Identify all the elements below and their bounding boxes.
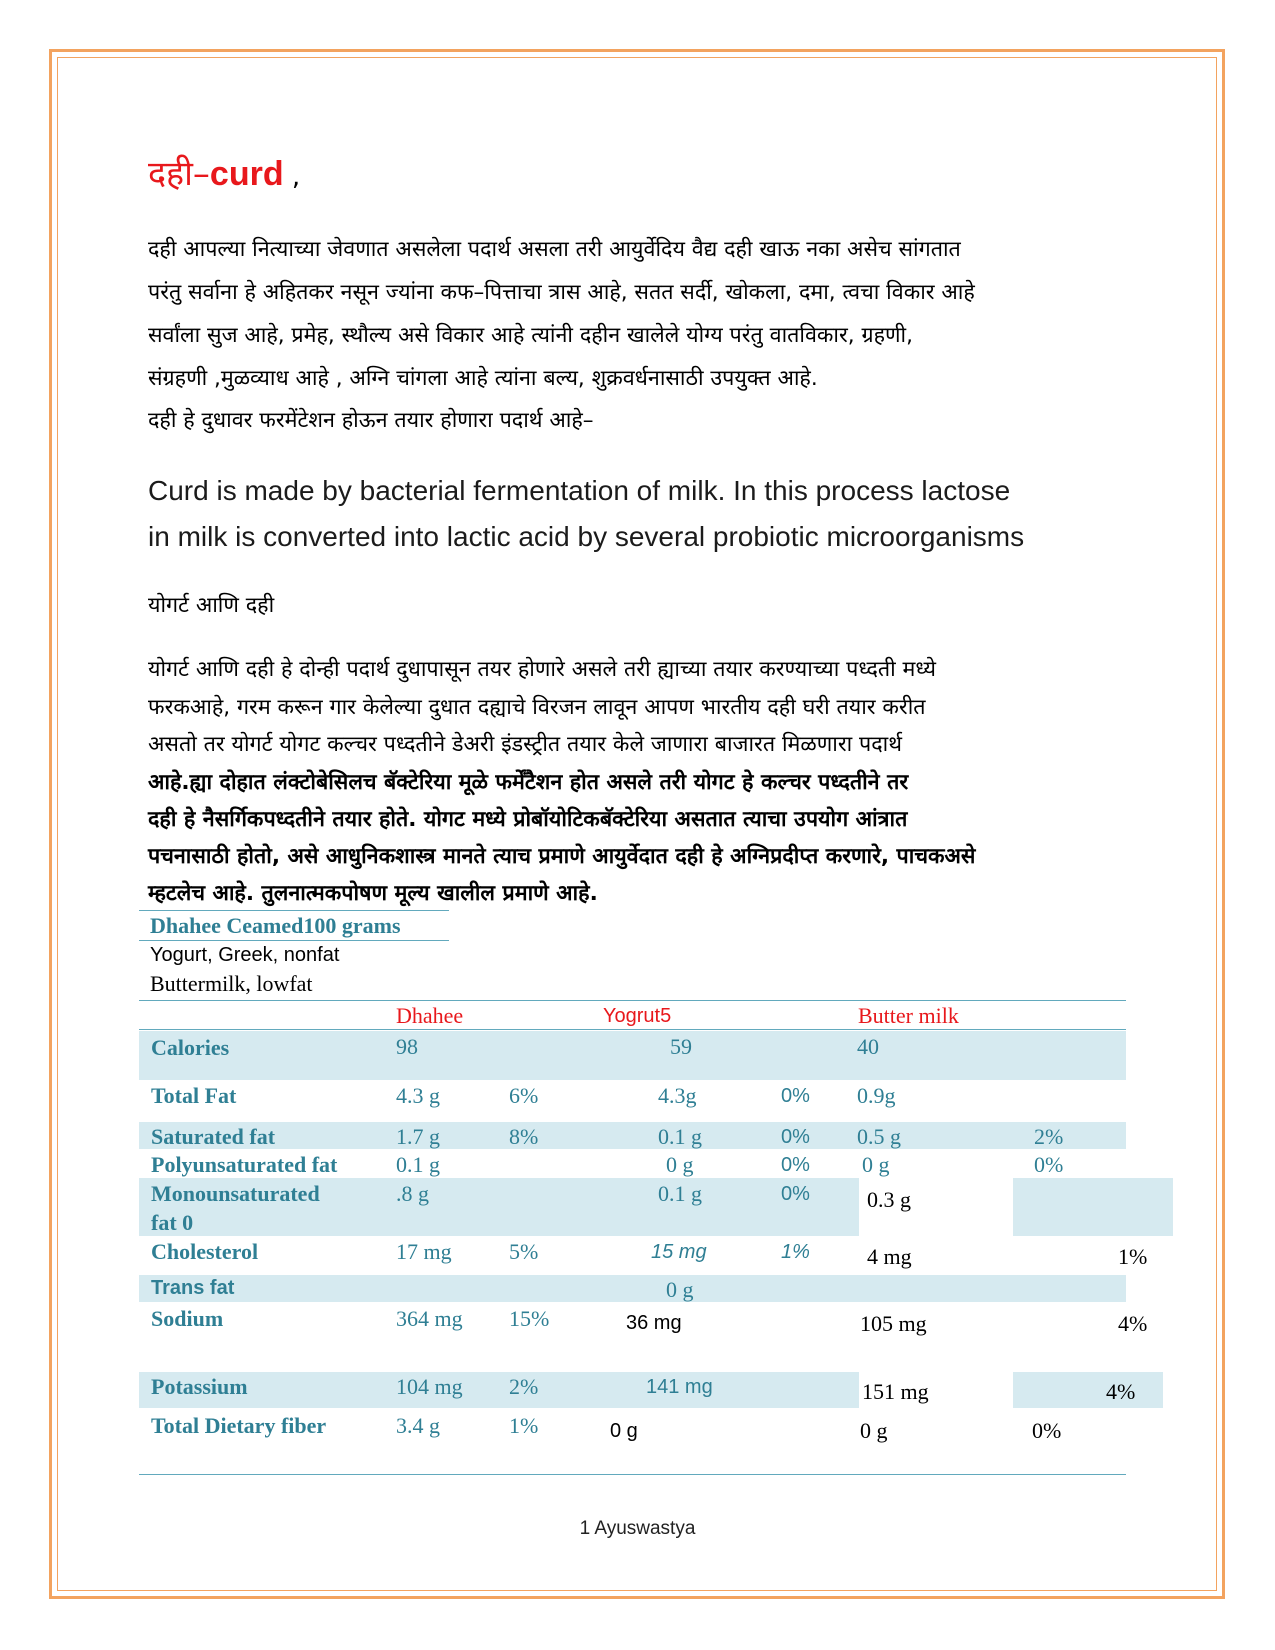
para-bold-line-3: पचनासाठी होतो, असे आधुनिकशास्त्र मानते त्याच प्रमाणे आयुर्वेदात दही हे अग्निप्रदीप्त करणारे, पाचकअसे (148, 844, 976, 869)
poly-fat-buttermilk-pct: 0% (1034, 1152, 1064, 1177)
para-line-3: असतो तर योगर्ट योगट कल्चर पध्दतीने डेअरी इंडस्ट्रीत तयार केले जाणारा बाजारत मिळणारा पदार्थ (148, 732, 902, 757)
total-fat-yogurt: 4.3g (658, 1083, 697, 1108)
row-band-saturated (139, 1122, 1126, 1149)
row-label-mono-fat-2: fat 0 (151, 1210, 194, 1235)
potassium-buttermilk: 151 mg (862, 1379, 929, 1404)
subheading: योगर्ट आणि दही (148, 593, 275, 618)
intro-line-4: संग्रहणी ,मुळव्याध आहे , अग्नि चांगला आहे त्यांना बल्य, शुक्रवर्धनासाठी उपयुक्त आहे. (148, 366, 818, 391)
poly-fat-yogurt: 0 g (666, 1152, 694, 1177)
table-caption: Dhahee Ceamed100 grams (150, 913, 401, 938)
cholesterol-dhahee: 17 mg (396, 1239, 452, 1264)
saturated-fat-buttermilk-pct: 2% (1034, 1124, 1064, 1149)
english-line-2: in milk is converted into lactic acid by several probiotic microorganisms (148, 521, 1025, 552)
sodium-yogurt: 36 mg (626, 1312, 682, 1334)
fiber-dhahee-pct: 1% (509, 1413, 539, 1438)
para-line-1: योगर्ट आणि दही हे दोन्ही पदार्थ दुधापासून तयर होणारे असले तरी ह्याच्या तयार करण्याच्या पध्दती मध्ये (148, 657, 936, 682)
table-sub-1: Yogurt, Greek, nonfat (150, 944, 340, 966)
calories-yogurt: 59 (670, 1034, 692, 1059)
mono-fat-yogurt: 0.1 g (658, 1181, 702, 1206)
row-label-poly-fat: Polyunsaturated fat (151, 1152, 338, 1177)
calories-dhahee: 98 (396, 1034, 418, 1059)
col-header-yogurt: Yogrut5 (603, 1005, 672, 1027)
row-label-saturated-fat: Saturated fat (151, 1124, 276, 1149)
intro-line-3: सर्वांला सुज आहे, प्रमेह, स्थौल्य असे विकार आहे त्यांनी दहीन खालेले योग्य परंतु वातविकार, ग्रहणी, (148, 323, 913, 348)
sodium-dhahee-pct: 15% (509, 1306, 550, 1331)
total-fat-buttermilk: 0.9g (857, 1083, 896, 1108)
potassium-dhahee-pct: 2% (509, 1374, 539, 1399)
row-label-calories: Calories (151, 1035, 230, 1060)
col-header-buttermilk: Butter milk (858, 1003, 959, 1028)
cholesterol-buttermilk-pct: 1% (1118, 1244, 1148, 1269)
saturated-fat-buttermilk: 0.5 g (857, 1124, 901, 1149)
sodium-buttermilk: 105 mg (860, 1311, 927, 1336)
row-band-calories (139, 1031, 1126, 1080)
fiber-yogurt: 0 g (610, 1420, 638, 1442)
sodium-buttermilk-pct: 4% (1118, 1311, 1148, 1336)
saturated-fat-dhahee-pct: 8% (509, 1124, 539, 1149)
col-header-dhahee: Dhahee (396, 1003, 464, 1028)
para-bold-line-2: दही हे नैसर्गिकपध्दतीने तयार होते. योगट मध्ये प्रोबॉयोटिकबॅक्टेरिया असतात त्याचा उपयोग आंत्रात (148, 807, 908, 832)
saturated-fat-dhahee: 1.7 g (396, 1124, 440, 1149)
saturated-fat-yogurt-pct: 0% (781, 1126, 810, 1148)
para-bold-line-4: म्हटलेच आहे. तुलनात्मकपोषण मूल्य खालील प्रमाणे आहे. (148, 881, 598, 906)
table-rule-header (139, 1029, 1126, 1030)
poly-fat-yogurt-pct: 0% (781, 1154, 810, 1176)
cholesterol-buttermilk: 4 mg (867, 1244, 912, 1269)
caption-rule-bottom (139, 940, 449, 941)
fiber-dhahee: 3.4 g (396, 1413, 440, 1438)
row-label-total-fat: Total Fat (151, 1083, 237, 1108)
fiber-buttermilk-pct: 0% (1032, 1418, 1062, 1443)
para-bold-line-1: आहे.ह्या दोहात लंक्टोबेसिलच बॅक्टेरिया मूळे फर्मेंटैशन होत असले तरी योगट हे कल्चर पध्दतीने तर (148, 770, 909, 795)
row-label-potassium: Potassium (151, 1374, 248, 1399)
mono-fat-buttermilk: 0.3 g (867, 1187, 911, 1212)
row-band-trans (139, 1275, 1126, 1302)
table-sub-2: Buttermilk, lowfat (150, 971, 313, 996)
mono-fat-yogurt-pct: 0% (781, 1183, 810, 1205)
poly-fat-dhahee: 0.1 g (396, 1152, 440, 1177)
total-fat-yogurt-pct: 0% (781, 1085, 810, 1107)
mono-fat-dhahee: .8 g (396, 1181, 429, 1206)
row-label-sodium: Sodium (151, 1306, 224, 1331)
row-label-cholesterol: Cholesterol (151, 1239, 259, 1264)
row-label-trans-fat: Trans fat (151, 1277, 235, 1299)
fiber-buttermilk: 0 g (860, 1418, 888, 1443)
sodium-dhahee: 364 mg (396, 1306, 463, 1331)
potassium-yogurt: 141 mg (646, 1376, 713, 1398)
intro-line-5: दही हे दुधावर फरमेंटेशन होऊन तयार होणारा पदार्थ आहे– (148, 408, 594, 433)
page-footer: 1 Ayuswastya (579, 1518, 696, 1539)
calories-buttermilk: 40 (857, 1034, 879, 1059)
cholesterol-dhahee-pct: 5% (509, 1239, 539, 1264)
title-english: curd (209, 155, 284, 193)
english-line-1: Curd is made by bacterial fermentation of milk. In this process lactose (148, 475, 1011, 506)
table-rule-bottom (139, 1474, 1126, 1475)
total-fat-dhahee-pct: 6% (509, 1083, 539, 1108)
cholesterol-yogurt: 15 mg (651, 1241, 707, 1263)
poly-fat-buttermilk: 0 g (862, 1152, 890, 1177)
table-rule-top (139, 1000, 1126, 1001)
row-label-mono-fat-1: Monounsaturated (151, 1181, 320, 1206)
row-label-fiber: Total Dietary fiber (151, 1413, 327, 1438)
total-fat-dhahee: 4.3 g (396, 1083, 440, 1108)
potassium-dhahee: 104 mg (396, 1374, 463, 1399)
caption-rule-top (139, 910, 449, 911)
title-marathi: दही– (148, 154, 210, 194)
trans-fat-yogurt: 0 g (666, 1277, 694, 1302)
title-trailing: , (283, 162, 301, 192)
page-title (148, 152, 300, 199)
para-line-2: फरकआहे, गरम करून गार केलेल्या दुधात दह्याचे विरजन लावून आपण भारतीय दही घरी तयार करीत (148, 695, 926, 720)
potassium-buttermilk-pct: 4% (1106, 1379, 1136, 1404)
intro-line-2: परंतु सर्वाना हे अहितकर नसून ज्यांना कफ–पित्ताचा त्रास आहे, सतत सर्दी, खोकला, दमा, त्वचा विकार आहे (148, 280, 975, 305)
mono-edge-cell (1130, 1180, 1168, 1212)
intro-line-1: दही आपल्या नित्याच्या जेवणात असलेला पदार्थ असला तरी आयुर्वेदिय वैद्य दही खाऊ नका असेच सांगतात (148, 237, 961, 262)
saturated-fat-yogurt: 0.1 g (658, 1124, 702, 1149)
cholesterol-yogurt-pct: 1% (781, 1241, 810, 1263)
